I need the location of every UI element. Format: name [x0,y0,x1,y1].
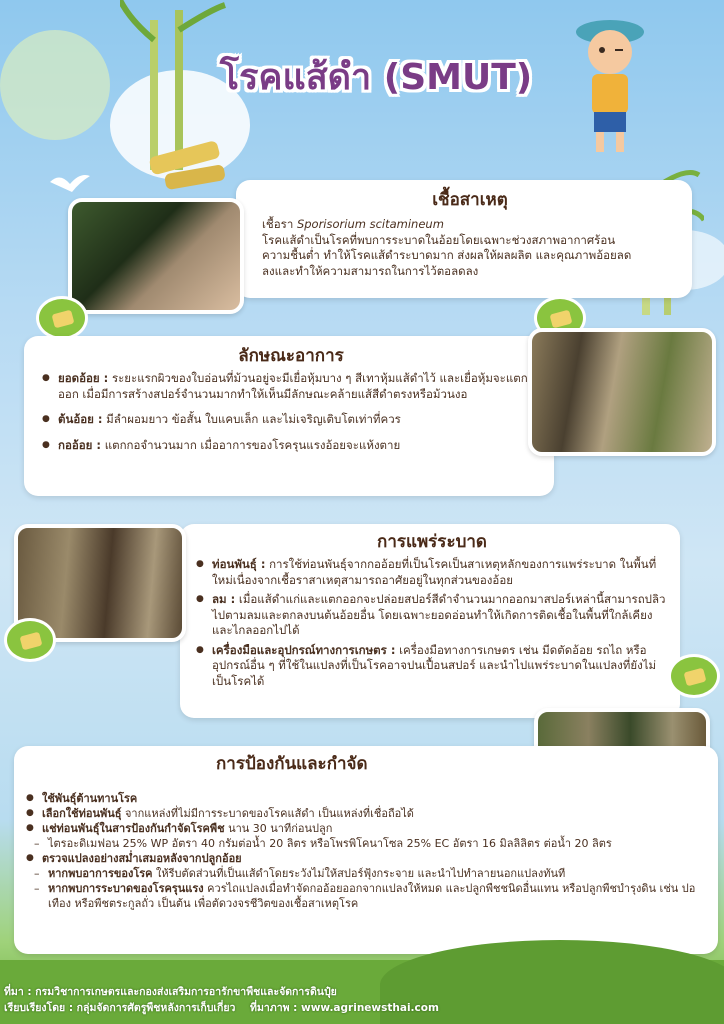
symptoms-photo [528,328,716,456]
control-item [26,851,708,866]
control-heading: การป้องกันและกำจัด [216,754,368,774]
control-text: จากแหล่งที่ไม่มีการระบาดของโรคแส้ดำ เป็นแหล่งที่เชื่อถือได้ [124,807,414,820]
spread-card [180,524,680,718]
footer [4,984,720,1016]
control-list [26,791,708,911]
spread-list [196,557,668,689]
symptom-text: ระยะแรกผิวของใบอ่อนที่ม้วนอยู่จะมีเยื่อหุ้มบาง ๆ สีเทาหุ้มแส้ดำไว้ และเยื่อหุ้มจะแตกออก เมื่อมีการสร้างสปอร์จำนวนมากทำให้เห็นมีลักษณะคล้ายแส้สีดำตรงหรือม้วนงอ [58,371,528,401]
symptom-label: ยอดอ้อย : [58,371,109,385]
cloud [0,30,110,140]
spread-text: เมื่อแส้ดำแก่และแตกออกจะปล่อยสปอร์สีดำจำนวนมากออกมาสปอร์เหล่านี้สามารถปลิวไปตามลมและตกลงบนต้นอ้อยอื่น โดยเฉพาะยอดอ่อนทำให้เกิดการติดเชื้อในพื้นที่ใกล้เคียงและไกลออกไปได้ [212,592,666,637]
spread-text: การใช้ท่อนพันธุ์จากกออ้อยที่เป็นโรคเป็นสาเหตุหลักของการแพร่ระบาด ในพื้นที่ใหม่เนื่องจากเชื้อราสาเหตุสามารถอาศัยอยู่ในทุกส่วนของอ้อย [212,557,657,587]
cause-body: โรคแส้ดำเป็นโรคที่พบการระบาดในอ้อยโดยเฉพาะช่วงสภาพอากาศร้อนความชื้นต่ำ ทำให้โรคแส้ดำระบาดมาก ส่งผลให้ผลผลิต และคุณภาพอ้อยลดลงและทำให้ความสามารถในการไว้ตอลดลง [262,232,632,278]
spread-label: เครื่องมือและอุปกรณ์ทางการเกษตร : [212,642,396,657]
control-item [26,806,708,821]
symptom-label: กออ้อย : [58,437,102,452]
control-subitem [26,881,708,911]
control-sublabel: หากพบการระบาดของโรครุนแรง [48,882,204,895]
farmer-boy-illustration [560,10,660,160]
symptom-label: ต้นอ้อย : [58,412,103,426]
footer-source: ที่มา : กรมวิชาการเกษตรและกองส่งเสริมการอารักขาพืชและจัดการดินปุ๋ย [4,986,337,998]
control-subitem: – ไตรอะดิเมฟอน 25% WP อัตรา 40 กรัมต่อน้ำ 20 ลิตร หรือโพรพิโคนาโซล 25% EC อัตรา 16 มิลลิลิตร ต่อน้ำ 20 ลิตร [26,836,708,851]
control-sublabel: หากพบอาการของโรค [48,867,153,880]
cause-card [236,180,692,298]
pathogen-name: Sporisorium scitamineum [296,217,444,231]
control-card [14,746,718,954]
spread-label: ท่อนพันธุ์ : [212,557,266,571]
pathogen-prefix: เชื้อรา [262,217,294,231]
sugarcane-badge-icon [36,296,88,340]
spread-item [196,643,668,690]
spread-label: ลม : [212,592,236,606]
symptom-item [42,371,540,402]
control-item [26,821,708,836]
symptom-item [42,412,540,428]
symptom-text: มีลำผอมยาว ข้อสั้น ใบแคบเล็ก และไม่เจริญเติบโตเท่าที่ควร [106,412,401,426]
spread-item [196,592,668,639]
control-subtext: ควรไถแปลงเมื่อทำจัดกออ้อยออกจากแปลงให้หมด และปลูกพืชชนิดอื่นแทน หรือปลูกพืชบำรุงดิน เช่น ปอเทือง หรือพืชตระกูลถั่ว เป็นต้น เพื่อตัดวงจรชีวิตของเชื้อสาเหตุโรค [48,882,696,910]
symptoms-card [24,336,554,496]
cause-photo [68,198,244,314]
symptoms-heading: ลักษณะอาการ [238,346,344,366]
bird-icon [50,172,90,196]
control-item [26,791,708,806]
footer-credits [4,1000,720,1016]
cause-heading: เชื้อสาเหตุ [432,190,508,210]
control-subtext: ให้รีบตัดส่วนที่เป็นแส้ดำโดยระวังไม่ให้สปอร์ฟุ้งกระจาย และนำไปทำลายนอกแปลงทันที [156,867,566,880]
symptom-text: แตกกอจำนวนมาก เมื่ออาการของโรครุนแรงอ้อยจะแห้งตาย [104,437,401,452]
control-subitem [26,866,708,881]
footer-compiled: เรียบเรียงโดย : กลุ่มจัดการศัตรูพืชหลังการเก็บเกี่ยว [4,1002,236,1014]
spread-heading: การแพร่ระบาด [377,532,487,552]
symptom-item [42,438,540,454]
footer-image-source: ที่มาภาพ : www.agrinewsthai.com [250,1002,439,1014]
sugarcane-badge-icon [4,618,56,662]
spread-item [196,557,668,588]
sugarcane-badge-icon [668,654,720,698]
control-text: นาน 30 นาทีก่อนปลูก [228,822,333,835]
control-label: แช่ท่อนพันธุ์ในสารป้องกันกำจัดโรคพืช [42,822,225,835]
page-title: โรคแส้ดำ (SMUT) [219,57,533,98]
cause-text [262,217,642,279]
symptoms-list [42,371,540,453]
control-label: ใช้พันธุ์ต้านทานโรค [42,792,138,805]
spread-text: เครื่องมือทางการเกษตร เช่น มีดตัดอ้อย รถไถ หรืออุปกรณ์อื่น ๆ ที่ใช้ในแปลงที่เป็นโรคอาจปนเปื้อนสปอร์ และนำไปแพร่ระบาดในแปลงที่ยังไม่เป็นโรคได้ [212,642,657,688]
control-label: ตรวจแปลงอย่างสม่ำเสมอหลังจากปลูกอ้อย [42,852,242,865]
control-label: เลือกใช้ท่อนพันธุ์ [42,807,122,820]
